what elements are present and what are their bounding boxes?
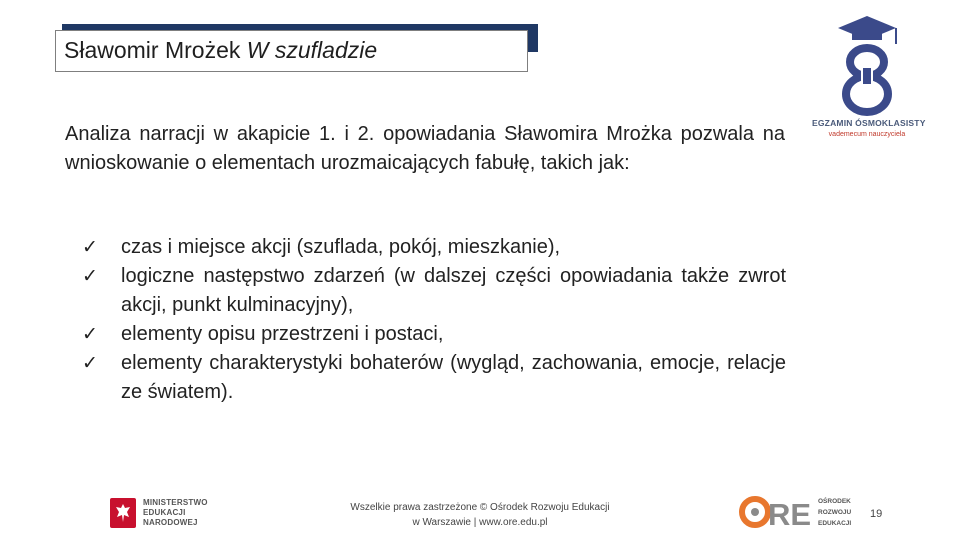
list-item-text: czas i miejsce akcji (szuflada, pokój, mieszkanie), xyxy=(121,236,561,258)
ministry-name: MINISTERSTWO EDUKACJI NARODOWEJ xyxy=(143,498,208,527)
page-number: 19 xyxy=(870,508,883,520)
list-item xyxy=(82,233,786,262)
check-icon: ✓ xyxy=(82,324,98,345)
slide-title xyxy=(55,30,528,72)
title-work: W szufladzie xyxy=(246,37,378,63)
title-author: Sławomir Mrożek xyxy=(64,37,241,63)
list-item xyxy=(82,262,786,320)
list-item xyxy=(82,320,786,349)
bullet-list xyxy=(82,233,786,407)
exam-logo-label: EGZAMIN ÓSMOKLASISTY xyxy=(812,118,926,128)
eagle-emblem-icon xyxy=(110,498,136,528)
ministry-logo xyxy=(110,495,220,531)
svg-text:RE: RE xyxy=(768,497,812,530)
copyright-notice: Wszelkie prawa zastrzeżone © Ośrodek Rozwoju Edukacji w Warszawie | www.ore.edu.pl xyxy=(350,502,610,528)
check-icon: ✓ xyxy=(82,266,98,287)
ore-name: OŚRODEK ROZWOJU EDUKACJI xyxy=(818,498,852,527)
exam-logo xyxy=(812,14,926,144)
ore-wordmark-icon xyxy=(738,494,814,530)
graduation-eight-icon xyxy=(812,14,922,118)
list-item-text: elementy opisu przestrzeni i postaci, xyxy=(121,323,444,345)
check-icon: ✓ xyxy=(82,237,98,258)
list-item-text: elementy charakterystyki bohaterów (wygląd, zachowania, emocje, relacje ze światem). xyxy=(121,352,786,403)
list-item xyxy=(82,349,786,407)
check-icon: ✓ xyxy=(82,353,98,374)
ore-logo xyxy=(738,494,858,532)
exam-logo-subtitle: vademecum nauczyciela xyxy=(828,131,906,138)
list-item-text: logiczne następstwo zdarzeń (w dalszej części opowiadania także zwrot akcji, punkt kulminacyjny), xyxy=(121,265,786,316)
intro-paragraph: Analiza narracji w akapicie 1. i 2. opowiadania Sławomira Mrożka pozwala na wnioskowanie o elementach urozmaicających fabułę, takich jak: xyxy=(65,123,785,174)
